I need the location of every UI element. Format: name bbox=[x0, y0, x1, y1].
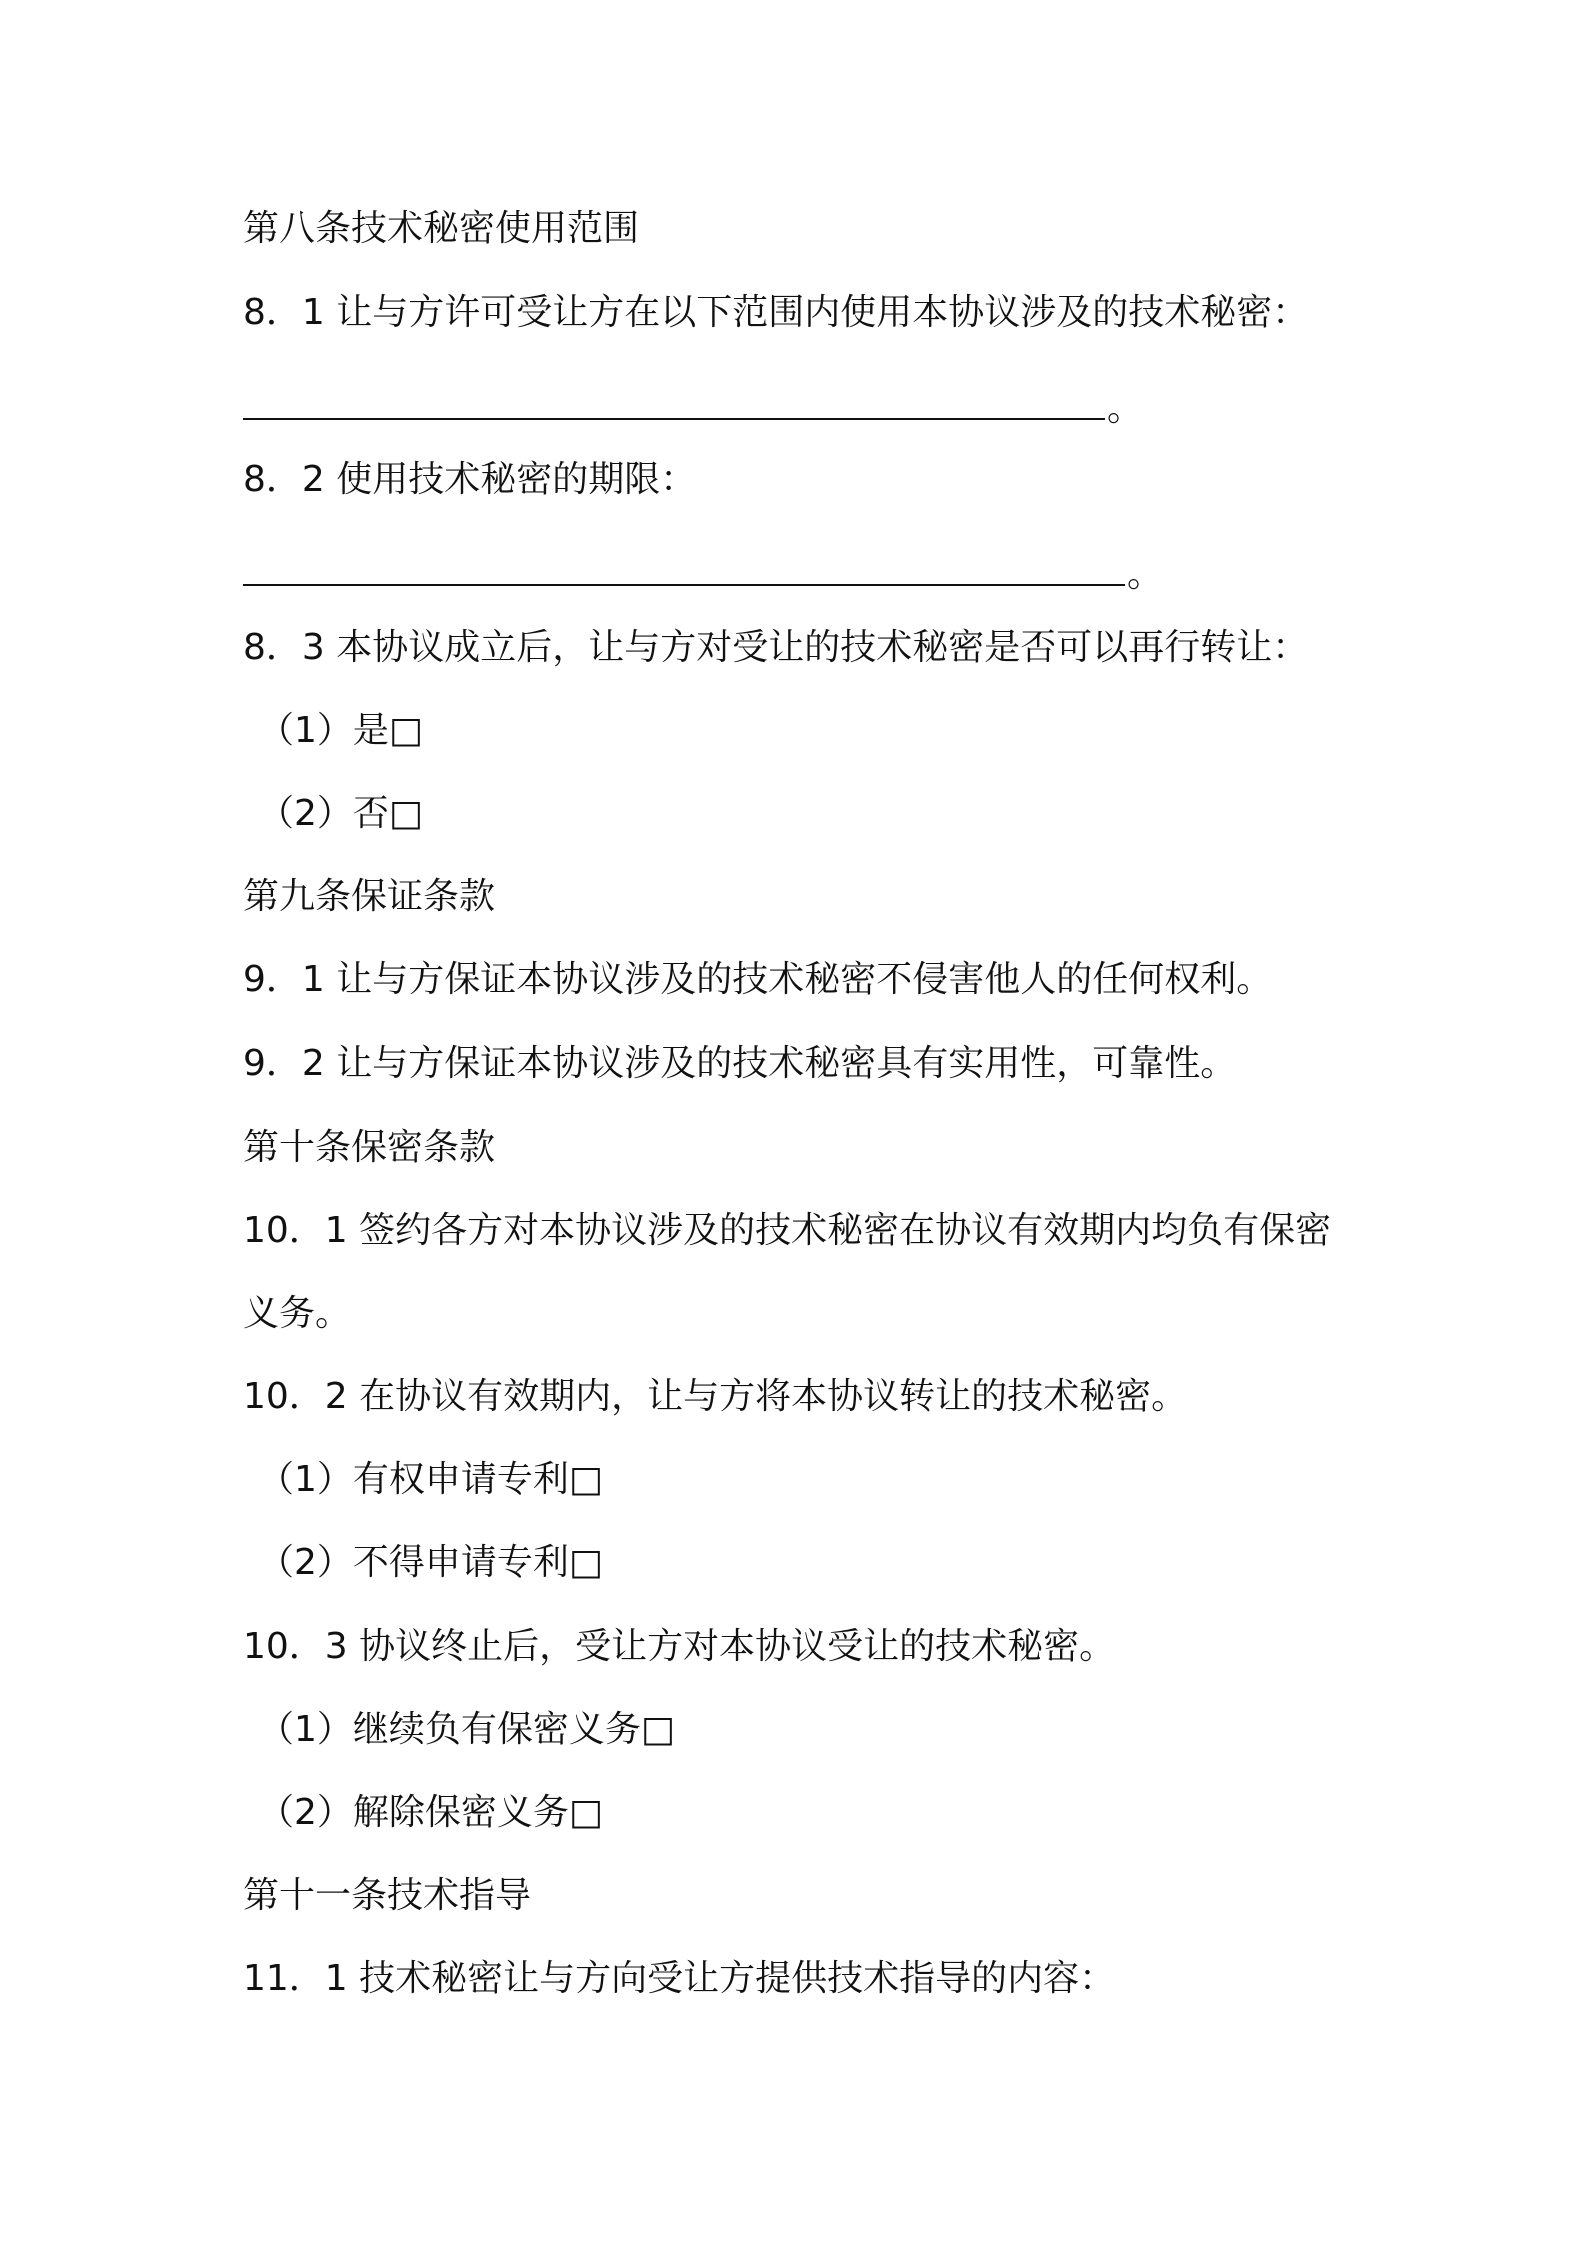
clause-8-3-option-2: （2）否□ bbox=[258, 793, 423, 834]
clause-10-1-continued: 义务。 bbox=[243, 1293, 352, 1334]
clause-8-2: 8．2 使用技术秘密的期限： bbox=[243, 459, 697, 500]
period-mark: 。 bbox=[1127, 554, 1164, 595]
article-8-heading: 第八条技术秘密使用范围 bbox=[243, 208, 640, 249]
clause-10-3: 10．3 协议终止后，受让方对本协议受让的技术秘密。 bbox=[243, 1626, 1116, 1667]
clause-9-2: 9．2 让与方保证本协议涉及的技术秘密具有实用性，可靠性。 bbox=[243, 1043, 1237, 1084]
clause-8-1-blank bbox=[243, 384, 1143, 433]
article-10-heading: 第十条保密条款 bbox=[243, 1127, 496, 1168]
clause-10-3-option-1: （1）继续负有保密义务□ bbox=[258, 1709, 675, 1750]
fill-in-blank-line bbox=[243, 384, 1105, 420]
article-9-heading: 第九条保证条款 bbox=[243, 876, 496, 917]
clause-10-1: 10．1 签约各方对本协议涉及的技术秘密在协议有效期内均负有保密 bbox=[243, 1210, 1332, 1251]
clause-11-1: 11．1 技术秘密让与方向受让方提供技术指导的内容： bbox=[243, 1958, 1116, 1999]
clause-10-2-option-1: （1）有权申请专利□ bbox=[258, 1459, 603, 1500]
fill-in-blank-line bbox=[243, 550, 1125, 586]
clause-8-3-option-1: （1）是□ bbox=[258, 710, 423, 751]
article-11-heading: 第十一条技术指导 bbox=[243, 1875, 532, 1916]
clause-10-2-option-2: （2）不得申请专利□ bbox=[258, 1542, 603, 1583]
clause-10-3-option-2: （2）解除保密义务□ bbox=[258, 1792, 603, 1833]
clause-8-2-blank bbox=[243, 550, 1163, 599]
clause-10-2: 10．2 在协议有效期内，让与方将本协议转让的技术秘密。 bbox=[243, 1376, 1188, 1417]
clause-8-3: 8．3 本协议成立后，让与方对受让的技术秘密是否可以再行转让： bbox=[243, 627, 1309, 668]
period-mark: 。 bbox=[1107, 388, 1144, 429]
clause-9-1: 9．1 让与方保证本协议涉及的技术秘密不侵害他人的任何权利。 bbox=[243, 959, 1273, 1000]
clause-8-1: 8．1 让与方许可受让方在以下范围内使用本协议涉及的技术秘密： bbox=[243, 292, 1309, 333]
